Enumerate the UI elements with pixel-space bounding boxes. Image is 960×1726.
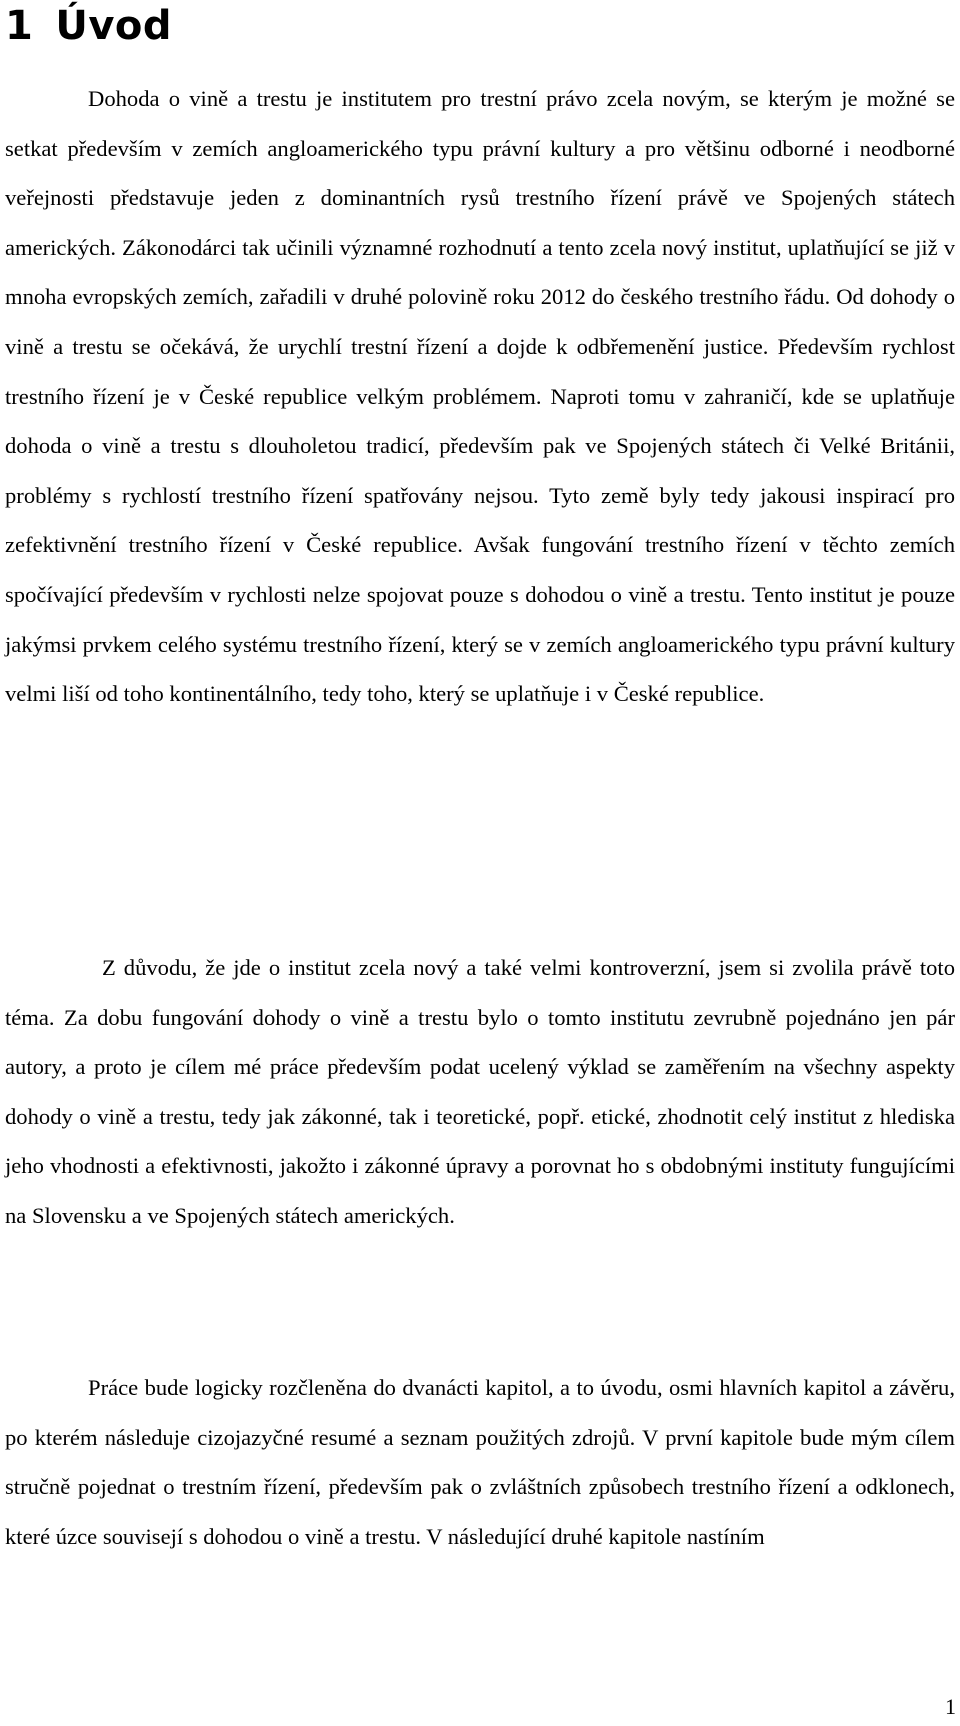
- paragraph-topic-choice: Z důvodu, že jde o institut zcela nový a také velmi kontroverzní, jsem si zvolila právě toto téma. Za dobu fungování dohody o vině a trestu bylo o tomto institutu zevrubně pojednáno jen pár autory, a proto je cílem mé práce především podat ucelený výklad se zaměřením na všechny aspekty dohody o vině a trestu, tedy jak zákonné, tak i teoretické, popř. etické, zhodnotit celý institut z hlediska jeho vhodnosti a efektivnosti, jakožto i zákonné úpravy a porovnat ho s obdobnými instituty fungujícími na Slovensku a ve Spojených státech amerických.: [5, 955, 955, 1228]
- paragraph-introduction: Dohoda o vině a trestu je institutem pro trestní právo zcela novým, se kterým je možné se setkat především v zemích angloamerického typu právní kultury a pro většinu odborné i neodborné veřejnosti představuje jeden z dominantních rysů trestního řízení právě ve Spojených státech amerických. Zákonodárci tak učinili významné rozhodnutí a tento zcela nový institut, uplatňující se již v mnoha evropských zemích, zařadili v druhé polovině roku 2012 do českého trestního řádu. Od dohody o vině a trestu se očekává, že urychlí trestní řízení a dojde k odbřemenění justice. Především rychlost trestního řízení je v České republice velkým problémem. Naproti tomu v zahraničí, kde se uplatňuje dohoda o vině a trestu s dlouholetou tradicí, především pak ve Spojených státech či Velké Británii, problémy s rychlostí trestního řízení spatřovány nejsou. Tyto země byly tedy jakousi inspirací pro zefektivnění trestního řízení v České republice. Avšak fungování trestního řízení v těchto zemích spočívající především v rychlosti nelze spojovat pouze s dohodou o vině a trestu. Tento institut je pouze jakýmsi prvkem celého systému trestního řízení, který se v zemích angloamerického typu právní kultury velmi liší od toho kontinentálního, tedy toho, který se uplatňuje i v České republice.: [5, 86, 955, 707]
- chapter-number: 1: [5, 3, 34, 49]
- paragraph-structure: Práce bude logicky rozčleněna do dvanácti kapitol, a to úvodu, osmi hlavních kapitol a závěru, po kterém následuje cizojazyčné resumé a seznam použitých zdrojů. V první kapitole bude mým cílem stručně pojednat o trestním řízení, především pak o zvláštních způsobech trestního řízení a odklonech, které úzce souvisejí s dohodou o vině a trestu. V následující druhé kapitole nastíním: [5, 1375, 955, 1549]
- chapter-title-text: Úvod: [55, 3, 173, 49]
- page-number: 1: [945, 1694, 956, 1719]
- chapter-heading: [5, 0, 172, 52]
